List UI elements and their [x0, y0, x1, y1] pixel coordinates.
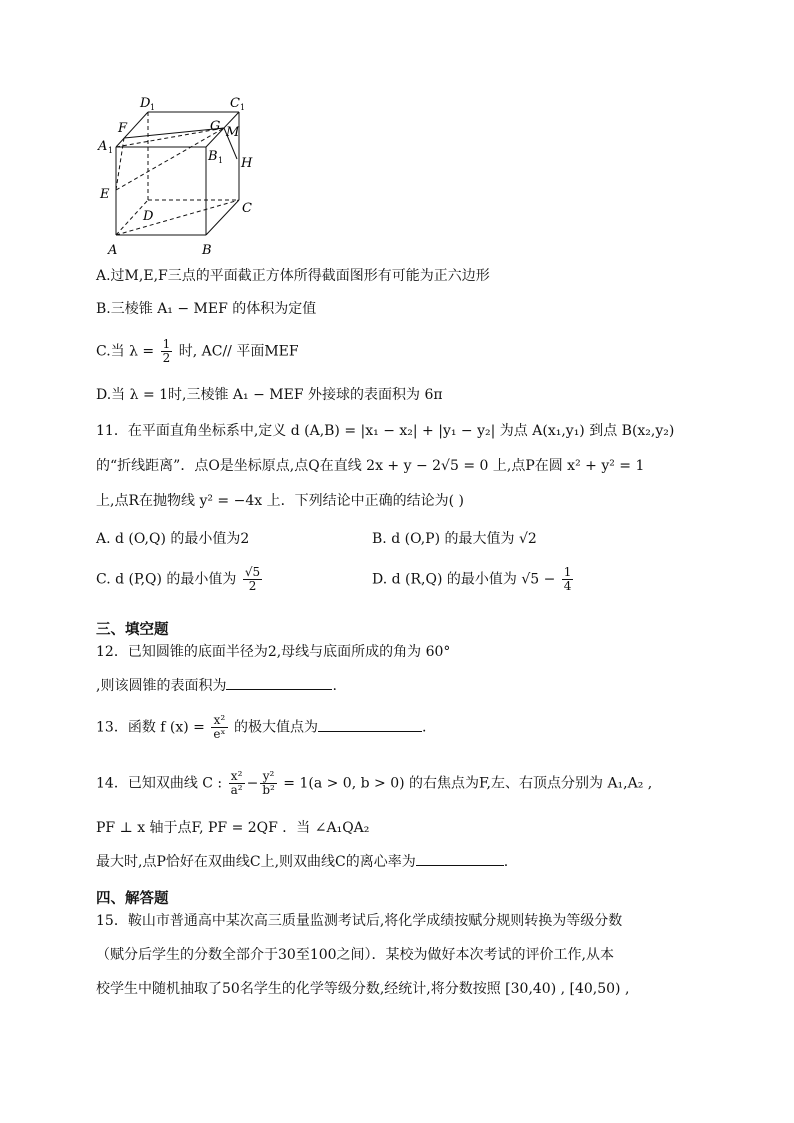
edge-BC — [206, 200, 239, 235]
q14-stem-line2: PF ⊥ x 轴于点F, PF = 2QF ．当 ∠A₁QA₂ — [96, 820, 370, 836]
label-D1: D — [140, 96, 151, 111]
q11-stem-line1: 11．在平面直角坐标系中,定义 d (A,B) = |x₁ − x₂| + |y₁ − y₂| 为点 A(x₁,y₁) 到点 B(x₂,y₂) — [96, 423, 675, 439]
q14-end: . — [503, 854, 509, 870]
q14-stem-line1 — [96, 770, 652, 797]
q13-post: 的极大值点为 — [234, 719, 318, 736]
q14-post: = 1(a > 0, b > 0) 的右焦点为F,左、右顶点分别为 A₁,A₂ , — [283, 775, 653, 792]
q14-fraction-y-den: b² — [262, 783, 275, 797]
q14-fraction-x-num: x² — [229, 770, 245, 784]
q10-option-d: D.当 λ = 1时,三棱锥 A₁ − MEF 外接球的表面积为 6π — [96, 387, 443, 403]
label-B1: B — [208, 149, 218, 164]
q14-fraction-y-num: y² — [260, 770, 277, 784]
label-A1: A — [98, 139, 108, 154]
q11-stem-line3: 上,点R在抛物线 y² = −4x 上．下列结论中正确的结论为( ) — [96, 493, 464, 509]
q11-option-d-num: 1 — [563, 565, 572, 579]
q11-option-b: B. d (O,P) 的最大值为 √2 — [372, 531, 537, 547]
q10-option-c-pre: C.当 λ = — [96, 343, 155, 360]
label-E: E — [100, 187, 110, 202]
label-C: C — [242, 201, 252, 216]
q15-stem-line2: （赋分后学生的分数全部介于30至100之间）．某校为做好本次考试的评价工作,从本 — [96, 947, 614, 963]
section-4-heading: 四、解答题 — [96, 891, 169, 907]
label-H: H — [241, 156, 253, 171]
label-C1-sub: 1 — [240, 103, 246, 112]
q13-num: x² — [211, 714, 227, 728]
q10-option-a: A.过M,E,F三点的平面截正方体所得截面图形有可能为正六边形 — [96, 268, 490, 284]
q13-answer-blank[interactable] — [318, 717, 422, 732]
label-A1-sub: 1 — [108, 146, 114, 155]
hidden-diagonal-AC — [116, 200, 239, 235]
q13-end: . — [422, 719, 427, 736]
q15-stem-line3: 校学生中随机抽取了50名学生的化学等级分数,经统计,将分数按照 [30,40) , [40,50) , — [96, 981, 630, 997]
q12-stem-line1: 12．已知圆锥的底面半径为2,母线与底面所成的角为 60° — [96, 644, 451, 660]
cube-figure — [96, 92, 266, 262]
q10-option-b: B.三棱锥 A₁ − MEF 的体积为定值 — [96, 301, 317, 317]
q11-option-d-fraction — [562, 566, 574, 593]
q14-fraction-y — [260, 770, 277, 797]
q11-option-c-den: 2 — [248, 579, 257, 593]
q11-option-c-num: √5 — [244, 565, 261, 579]
q11-option-c-fraction — [243, 566, 262, 593]
q10-option-c-den: 2 — [162, 351, 171, 365]
label-D1-sub: 1 — [150, 103, 156, 112]
q11-option-d-pre: D. d (R,Q) 的最小值为 √5 − — [372, 571, 556, 588]
q10-option-c-num: 1 — [162, 337, 171, 351]
label-M: M — [226, 125, 240, 140]
q13-pre: 13．函数 f (x) = — [96, 719, 205, 736]
label-A: A — [108, 243, 118, 258]
q12-end: . — [332, 678, 337, 694]
q14-stem-text: 最大时,点P恰好在双曲线C上,则双曲线C的离心率为 — [96, 854, 416, 870]
q14-stem-line3 — [96, 851, 508, 872]
q11-option-a: A. d (O,Q) 的最小值为2 — [96, 531, 250, 547]
q14-fraction-x-den: a² — [230, 783, 243, 797]
q11-option-c — [96, 566, 264, 593]
q15-stem-line1: 15．鞍山市普通高中某次高三质量监测考试后,将化学成绩按赋分规则转换为等级分数 — [96, 913, 623, 929]
q14-pre: 14．已知双曲线 C : — [96, 775, 223, 792]
section-3-heading: 三、填空题 — [96, 622, 169, 638]
q13-stem — [96, 714, 426, 741]
label-F: F — [118, 121, 128, 136]
q14-answer-blank[interactable] — [416, 851, 504, 866]
q12-answer-blank[interactable] — [226, 675, 332, 690]
q11-stem-line2: 的“折线距离”．点O是坐标原点,点Q在直线 2x + y − 2√5 = 0 上,点P在圆 x² + y² = 1 — [96, 458, 645, 474]
q11-option-c-pre: C. d (P,Q) 的最小值为 — [96, 571, 237, 588]
q12-stem-text: ,则该圆锥的表面积为 — [96, 678, 227, 694]
q13-den: eˣ — [213, 727, 226, 741]
label-D: D — [143, 209, 154, 224]
label-C1: C — [230, 96, 240, 111]
q13-fraction — [211, 714, 227, 741]
label-B1-sub: 1 — [218, 156, 224, 165]
label-G: G — [210, 119, 221, 134]
label-B: B — [202, 243, 212, 258]
q11-option-d-den: 4 — [563, 579, 572, 593]
q14-fraction-x — [229, 770, 245, 797]
q14-minus: − — [246, 775, 259, 792]
q11-option-d — [372, 566, 575, 593]
q10-option-c — [96, 338, 299, 365]
q12-stem-line2 — [96, 675, 337, 696]
q10-option-c-fraction — [161, 338, 173, 365]
q10-option-c-post: 时, AC// 平面MEF — [178, 343, 299, 360]
